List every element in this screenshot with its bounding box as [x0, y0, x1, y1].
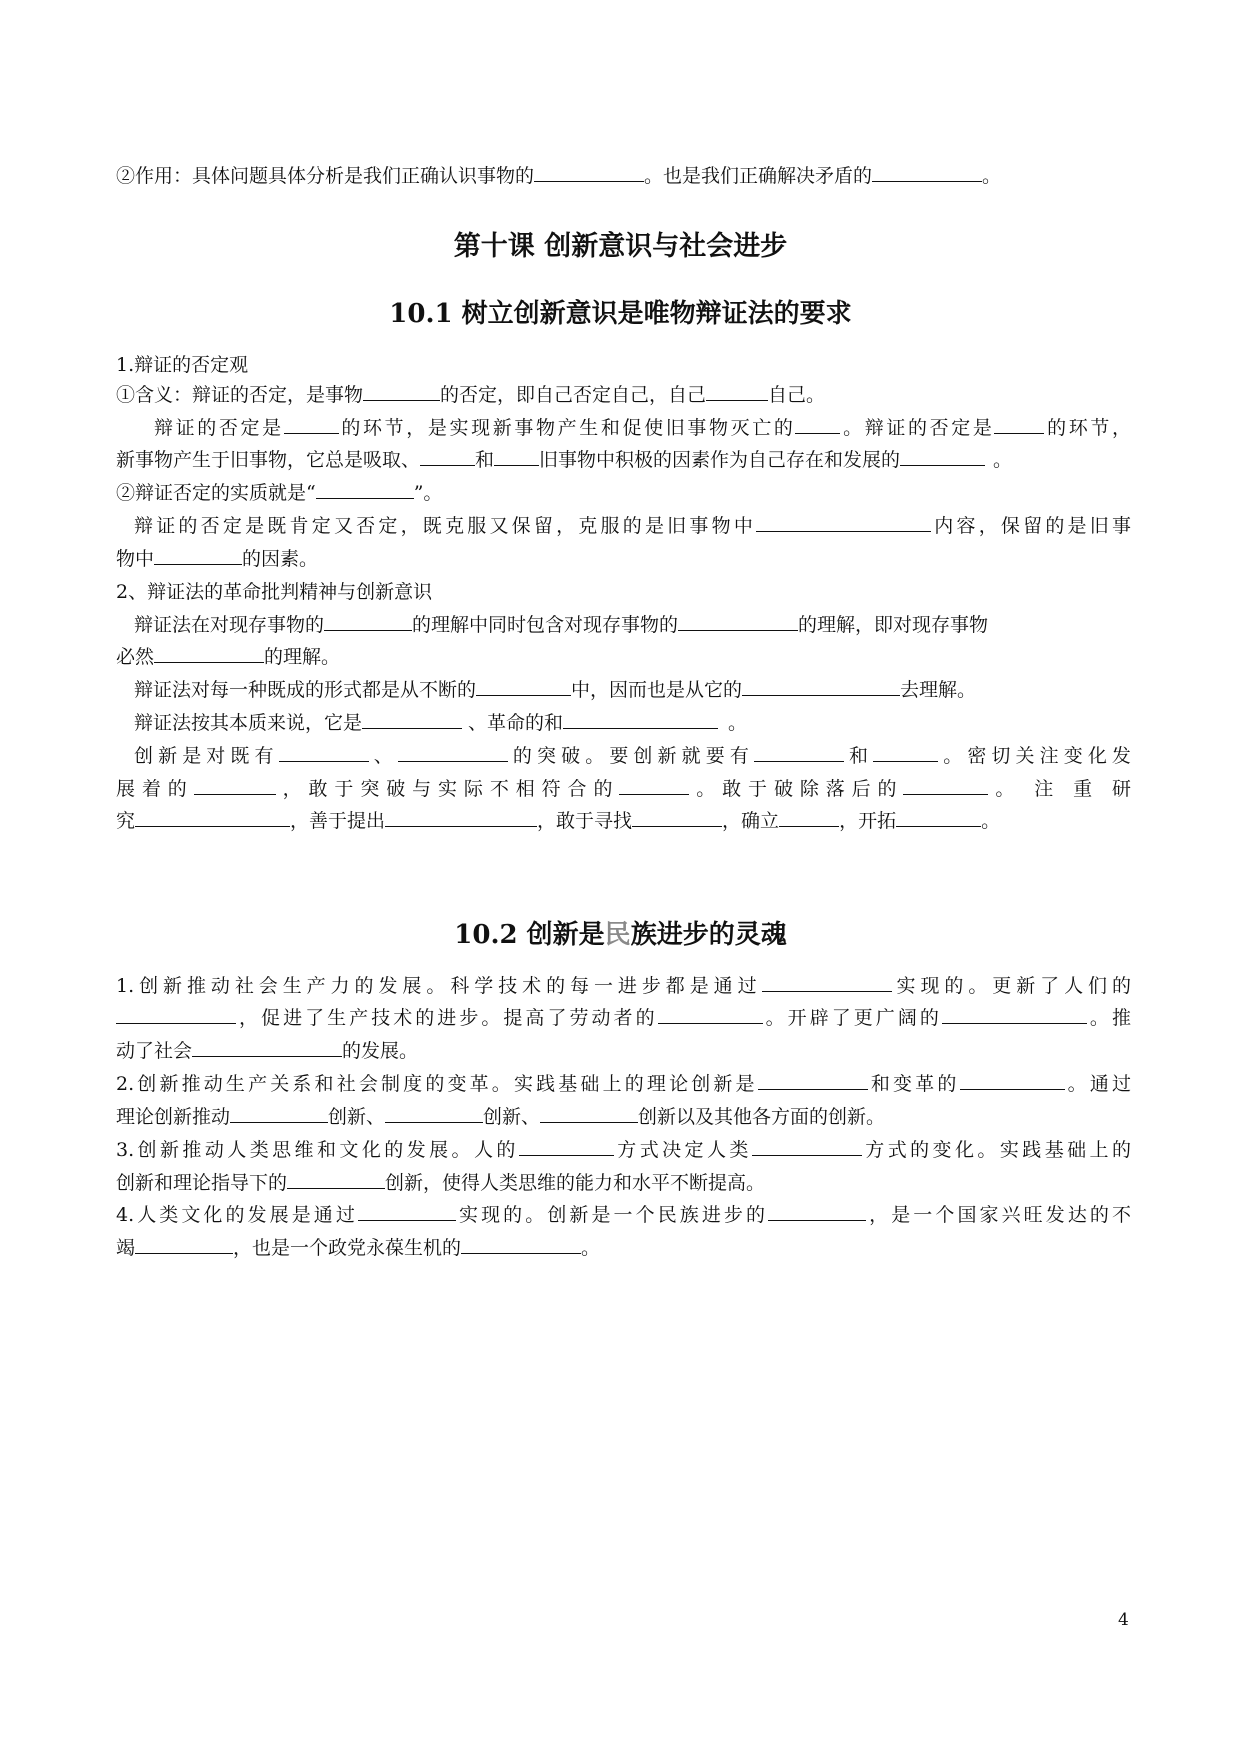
text: ②辩证否定的实质就是“ — [116, 482, 316, 504]
text: 。 — [982, 165, 1002, 187]
fill-blank[interactable] — [358, 1200, 456, 1221]
text-line — [116, 774, 1131, 804]
fill-blank[interactable] — [279, 741, 369, 762]
text: 的理解，即对现存事物 — [798, 614, 989, 636]
fill-blank[interactable] — [706, 380, 768, 401]
text: ，敢于寻找 — [537, 810, 633, 832]
fill-blank[interactable] — [658, 1003, 763, 1024]
text: 。 — [728, 712, 748, 734]
fill-blank[interactable] — [519, 1135, 614, 1156]
text-line — [116, 511, 1131, 541]
text: 研 — [1111, 778, 1131, 800]
text-line — [116, 445, 1131, 475]
text: 。敢于破除落后的 — [689, 778, 904, 800]
fill-blank[interactable] — [873, 741, 938, 762]
fill-blank[interactable] — [194, 774, 276, 795]
fill-blank[interactable] — [752, 1135, 862, 1156]
fill-blank[interactable] — [284, 413, 339, 434]
text: 创新、 — [483, 1106, 541, 1128]
fill-blank[interactable] — [678, 610, 798, 631]
text-line: 1.辩证的否定观 — [116, 354, 249, 376]
text-line — [116, 1135, 1131, 1165]
text-line — [116, 1102, 1131, 1132]
fill-blank[interactable] — [896, 806, 981, 827]
text-line: 2、辩证法的革命批判精神与创新意识 — [116, 581, 433, 603]
text: 。通过 — [1064, 1073, 1131, 1095]
page-number: 4 — [1118, 1610, 1129, 1630]
text: 、革命的和 — [468, 712, 564, 734]
text: 方式决定人类 — [613, 1139, 752, 1161]
text: 。辩证的否定是 — [840, 417, 995, 439]
text-line — [116, 675, 1149, 705]
text-line — [116, 413, 1131, 443]
text: 注 — [1034, 778, 1061, 800]
text: 重 — [1073, 778, 1099, 800]
lesson-title: 第十课 创新意识与社会进步 — [453, 231, 788, 262]
text-line — [116, 971, 1131, 1001]
text-line — [116, 610, 1149, 640]
text: 3.创新推动人类思维和文化的发展。人的 — [116, 1139, 519, 1161]
fill-blank[interactable] — [324, 610, 412, 631]
text: 。 — [993, 449, 1013, 471]
text: 的否定，即自己否定自己，自己 — [440, 384, 707, 406]
fill-blank[interactable] — [363, 380, 440, 401]
fill-blank[interactable] — [116, 1003, 236, 1024]
fill-blank[interactable] — [385, 1102, 483, 1123]
text: 。开辟了更广阔的 — [762, 1007, 942, 1029]
text: 辩证法按其本质来说，它是 — [134, 712, 363, 734]
text: 物中 — [116, 548, 155, 570]
text: 和 — [843, 745, 874, 767]
text: 创新、 — [328, 1106, 386, 1128]
text: ，促进了生产技术的进步。提高了劳动者的 — [236, 1007, 658, 1029]
fill-blank[interactable] — [540, 1102, 638, 1123]
fill-blank[interactable] — [287, 1168, 385, 1189]
fill-blank[interactable] — [762, 971, 892, 992]
fill-blank[interactable] — [872, 161, 982, 182]
fill-blank[interactable] — [494, 445, 539, 466]
text: 。 — [581, 1237, 601, 1259]
text: 10.2 创新是 — [454, 920, 605, 950]
text: 实现的。更新了人们的 — [891, 975, 1131, 997]
text: 展着的 — [116, 778, 194, 800]
fill-blank[interactable] — [154, 544, 242, 565]
text: 必然 — [116, 646, 155, 668]
text: 创新以及其他各方面的创新。 — [638, 1106, 886, 1128]
text: 辩证法对每一种既成的形式都是从不断的 — [134, 679, 477, 701]
text: 辩证的否定是 — [154, 417, 284, 439]
text-line — [116, 1233, 1131, 1263]
text-line — [116, 1069, 1131, 1099]
text: 创新，使得人类思维的能力和水平不断提高。 — [385, 1172, 766, 1194]
text: 1.创新推动社会生产力的发展。科学技术的每一进步都是通过 — [116, 975, 762, 997]
text: 的环节，是实现新事物产生和促使旧事物灭亡的 — [338, 417, 796, 439]
text: 、 — [368, 745, 398, 767]
fill-blank[interactable] — [754, 741, 844, 762]
text: 新事物产生于旧事物，它总是吸取、 — [116, 449, 421, 471]
text: ，开拓 — [839, 810, 897, 832]
text: 旧事物中积极的因素作为自己存在和发展的 — [539, 449, 901, 471]
text: 的环节， — [1044, 417, 1131, 439]
text-line — [116, 1168, 1131, 1198]
text: ”。 — [413, 482, 443, 504]
text: 创新是对既有 — [134, 745, 279, 767]
text: 和变革的 — [867, 1073, 960, 1095]
fill-blank[interactable] — [398, 741, 508, 762]
text: 。 — [988, 778, 1022, 800]
fill-blank[interactable] — [385, 806, 537, 827]
text: 内容，保留的是旧事 — [931, 515, 1131, 537]
text: 。 — [981, 810, 1001, 832]
text: 自己。 — [768, 384, 826, 406]
text: 的理解。 — [264, 646, 341, 668]
text: 动了社会 — [116, 1040, 193, 1062]
text: 。推 — [1086, 1007, 1131, 1029]
text-line — [116, 1003, 1131, 1033]
fill-blank[interactable] — [135, 1233, 233, 1254]
fill-blank[interactable] — [758, 1069, 868, 1090]
text: 实现的。创新是一个民族进步的 — [455, 1204, 769, 1226]
fill-blank[interactable] — [756, 511, 931, 532]
text: 去理解。 — [900, 679, 977, 701]
text: 和 — [475, 449, 495, 471]
text: 2.创新推动生产关系和社会制度的变革。实践基础上的理论创新是 — [116, 1073, 758, 1095]
text: ，善于提出 — [290, 810, 386, 832]
fill-blank[interactable] — [192, 1036, 342, 1057]
fill-blank[interactable] — [230, 1102, 328, 1123]
text: 方式的变化。实践基础上的 — [861, 1139, 1131, 1161]
fill-blank[interactable] — [563, 708, 718, 729]
text: 的理解中同时包含对现存事物的 — [412, 614, 679, 636]
text: ，也是一个政党永葆生机的 — [233, 1237, 462, 1259]
text-line — [116, 806, 1131, 836]
fill-blank[interactable] — [420, 445, 475, 466]
fill-blank[interactable] — [742, 675, 900, 696]
fill-blank[interactable] — [768, 1200, 866, 1221]
text: 创新和理论指导下的 — [116, 1172, 288, 1194]
text-line — [116, 1036, 1131, 1066]
text: ①含义：辩证的否定，是事物 — [116, 384, 364, 406]
text: ，是一个国家兴旺发达的不 — [866, 1204, 1131, 1226]
fill-blank[interactable] — [619, 774, 689, 795]
text: 辩证法在对现存事物的 — [134, 614, 325, 636]
text-line — [116, 478, 1131, 508]
text-line — [116, 642, 1131, 672]
fill-blank[interactable] — [779, 806, 839, 827]
text: ，确立 — [722, 810, 780, 832]
text: 。密切关注变化发 — [938, 745, 1131, 767]
fill-blank[interactable] — [476, 675, 571, 696]
text: 竭 — [116, 1237, 136, 1259]
text: 的发展。 — [342, 1040, 419, 1062]
text: 族进步的灵魂 — [630, 920, 787, 950]
text: 辩证的否定是既肯定又否定，既克服又保留，克服的是旧事物中 — [134, 515, 757, 537]
text-line — [116, 544, 1131, 574]
text: 中，因而也是从它的 — [571, 679, 743, 701]
text: 4.人类文化的发展是通过 — [116, 1204, 358, 1226]
text: 究 — [116, 810, 136, 832]
text-line — [116, 380, 1131, 410]
fill-blank[interactable] — [994, 413, 1044, 434]
text-line — [116, 708, 1149, 738]
fill-blank[interactable] — [632, 806, 722, 827]
fill-blank[interactable] — [135, 806, 290, 827]
text-line — [116, 741, 1131, 771]
text: 的突破。要创新就要有 — [507, 745, 754, 767]
fill-blank[interactable] — [960, 1069, 1065, 1090]
text: 的因素。 — [242, 548, 319, 570]
fill-blank[interactable] — [903, 774, 988, 795]
fill-blank[interactable] — [900, 445, 985, 466]
section-title: 10.1 树立创新意识是唯物辩证法的要求 — [389, 299, 852, 329]
text: ②作用：具体问题具体分析是我们正确认识事物的 — [116, 165, 535, 187]
section-title — [0, 917, 1241, 953]
fill-blank[interactable] — [461, 1233, 581, 1254]
text: 。也是我们正确解决矛盾的 — [644, 165, 873, 187]
text: ，敢于突破与实际不相符合的 — [275, 778, 620, 800]
text: 理论创新推动 — [116, 1106, 231, 1128]
text: 民 — [604, 920, 631, 950]
text-line — [116, 1200, 1131, 1230]
text-line — [116, 161, 1131, 191]
fill-blank[interactable] — [362, 708, 462, 729]
fill-blank[interactable] — [942, 1003, 1087, 1024]
fill-blank[interactable] — [795, 413, 840, 434]
fill-blank[interactable] — [534, 161, 644, 182]
fill-blank[interactable] — [316, 478, 414, 499]
fill-blank[interactable] — [154, 642, 264, 663]
